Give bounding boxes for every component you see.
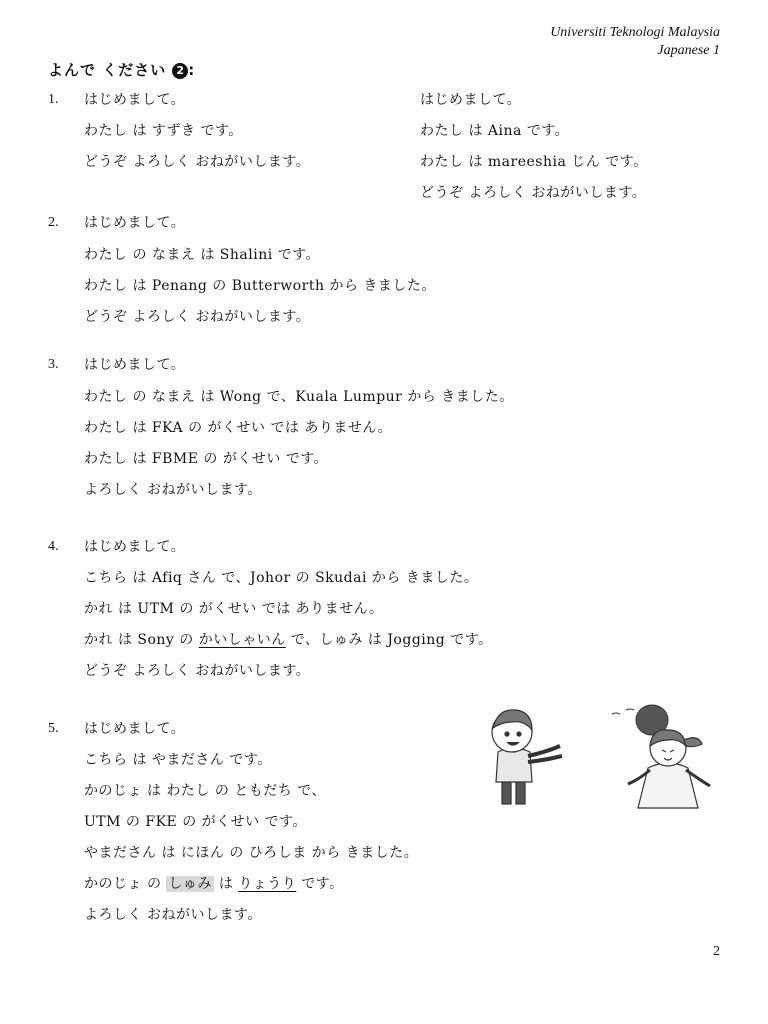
section-5-line-5: やまださん は にほん の ひろしま から きました。: [84, 845, 419, 861]
section-4-number: 4.: [48, 539, 59, 554]
section-2-line-4: どうぞ よろしく おねがいします。: [84, 309, 311, 325]
university-name: Universiti Teknologi Malaysia: [550, 25, 720, 40]
section-5-line-6-pre: かのじょ の: [84, 876, 167, 892]
highlighted-word-shumi: しゅみ: [168, 876, 212, 892]
course-name: Japanese 1: [657, 43, 720, 58]
section-4-line-2: こちら は Afiq さん で、Johor の Skudai から きました。: [84, 570, 479, 586]
page-header: [550, 24, 720, 60]
section-5-line-3: かのじょ は わたし の ともだち で、: [84, 783, 326, 799]
section-1-right-line-1: はじめまして。: [420, 92, 522, 108]
section-3-line-1: はじめまして。: [84, 357, 186, 373]
section-5-line-1: はじめまして。: [84, 721, 186, 737]
section-4-line-3: かれ は UTM の がくせい では ありません。: [84, 601, 384, 617]
section-4-line-1: はじめまして。: [84, 539, 186, 555]
underlined-word-ryouri: りょうり: [238, 876, 297, 892]
section-1-right-line-2: わたし は Aina です。: [420, 123, 570, 139]
children-playing-illustration: [488, 700, 723, 812]
page-number: 2: [713, 944, 720, 959]
section-2-line-2: わたし の なまえ は Shalini です。: [84, 247, 321, 263]
exercise-title: [48, 59, 195, 80]
section-1-left-line-3: どうぞ よろしく おねがいします。: [84, 154, 311, 170]
section-5-line-4: UTM の FKE の がくせい です。: [84, 814, 307, 830]
section-3-number: 3.: [48, 357, 59, 372]
exercise-number-badge: 2: [172, 63, 188, 79]
section-2-line-1: はじめまして。: [84, 215, 186, 231]
underlined-word-kaishain: かいしゃいん: [198, 632, 286, 648]
section-5-line-6: [84, 874, 344, 894]
section-1-right-line-3: わたし は mareeshia じん です。: [420, 154, 648, 170]
section-5-number: 5.: [48, 721, 59, 736]
girl-figure: [628, 730, 710, 808]
section-1-left-line-2: わたし は すずき です。: [84, 123, 243, 139]
section-2-line-3: わたし は Penang の Butterworth から きました。: [84, 278, 436, 294]
exercise-title-text: よんで ください: [48, 61, 167, 79]
section-3-line-2: わたし の なまえ は Wong で、Kuala Lumpur から きました。: [84, 389, 514, 405]
section-4-line-4-post: で、しゅみ は Jogging です。: [285, 632, 493, 648]
section-3-line-4: わたし は FBME の がくせい です。: [84, 451, 329, 467]
section-1-number: 1.: [48, 92, 59, 107]
section-4-line-5: どうぞ よろしく おねがいします。: [84, 663, 311, 679]
section-5-line-6-mid: は: [213, 876, 239, 892]
boy-figure: [492, 710, 562, 804]
section-5-line-7: よろしく おねがいします。: [84, 907, 262, 923]
section-1-right-line-4: どうぞ よろしく おねがいします。: [420, 185, 647, 201]
section-5-line-6-post: です。: [296, 876, 344, 892]
section-3-line-5: よろしく おねがいします。: [84, 482, 262, 498]
section-1-left-line-1: はじめまして。: [84, 92, 186, 108]
title-colon: :: [188, 61, 196, 79]
section-4-line-4-pre: かれ は Sony の: [84, 632, 199, 648]
section-3-line-3: わたし は FKA の がくせい では ありません。: [84, 420, 393, 436]
section-4-line-4: [84, 630, 493, 650]
section-5-line-2: こちら は やまださん です。: [84, 752, 272, 768]
section-2-number: 2.: [48, 215, 59, 230]
